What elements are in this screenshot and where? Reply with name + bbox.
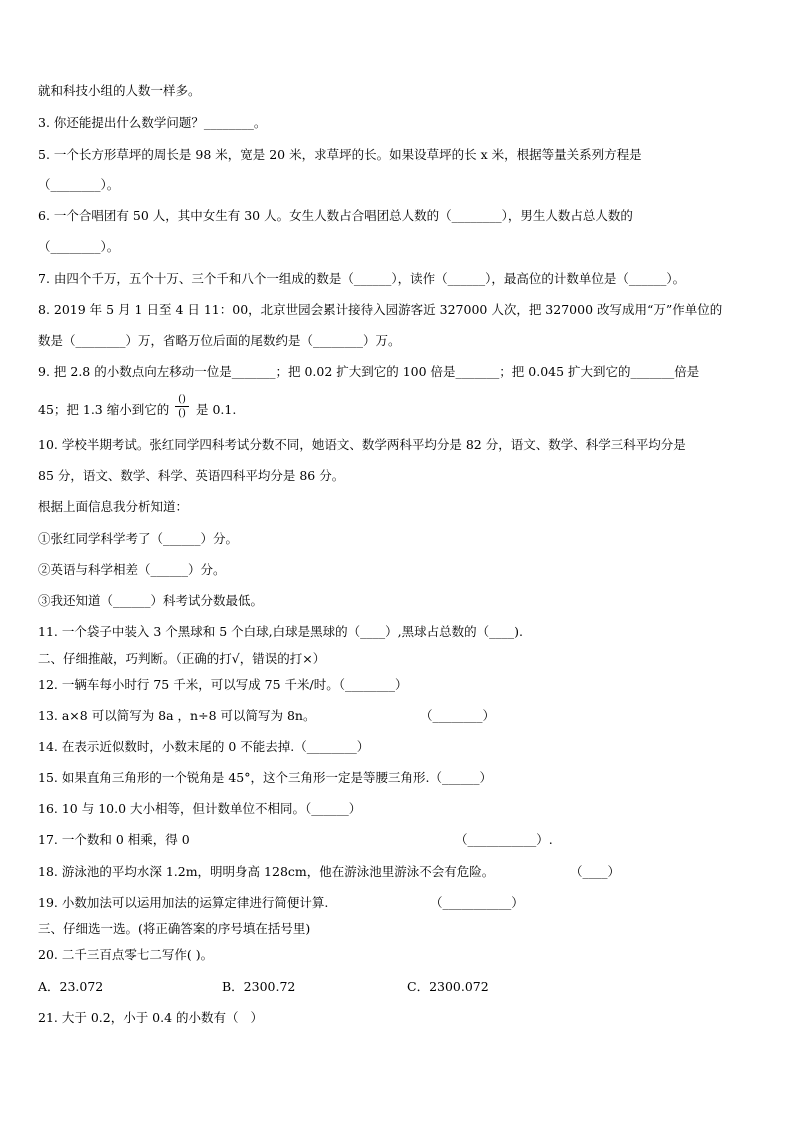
question-19-blank: （___________） xyxy=(430,895,524,910)
question-10-lead: 根据上面信息我分析知道： xyxy=(38,499,189,514)
question-10-sub-3: ③我还知道（______）科考试分数最低。 xyxy=(38,593,264,608)
option-c: C．2300.072 xyxy=(407,979,489,994)
fraction-denominator: () xyxy=(178,408,186,419)
question-15: 15. 如果直角三角形的一个锐角是 45°，这个三角形一定是等腰三角形.（______） xyxy=(38,770,492,785)
question-17: 17. 一个数和 0 相乘，得 0 xyxy=(38,832,190,847)
fraction xyxy=(175,394,189,419)
question-11: 11. 一个袋子中装入 3 个黑球和 5 个白球,白球是黑球的（____）,黑球占总数的（____). xyxy=(38,624,523,639)
question-10-sub-2: ②英语与科学相差（______）分。 xyxy=(38,562,226,577)
question-5-answer: （________）。 xyxy=(38,177,120,192)
question-10: 10. 学校半期考试。张红同学四科考试分数不同，她语文、数学两科平均分是 82 分，语文、数学、科学三科平均分是 xyxy=(38,437,686,452)
question-10-cont: 85 分，语文、数学、科学、英语四科平均分是 86 分。 xyxy=(38,468,345,483)
question-6: 6. 一个合唱团有 50 人，其中女生有 30 人。女生人数占合唱团总人数的（________），男生人数占总人数的 xyxy=(38,208,633,223)
question-10-sub-1: ①张红同学科学考了（______）分。 xyxy=(38,531,239,546)
question-19: 19. 小数加法可以运用加法的运算定律进行简便计算. xyxy=(38,895,329,910)
question-21: 21. 大于 0.2，小于 0.4 的小数有（ ） xyxy=(38,1010,263,1025)
fraction-numerator: () xyxy=(178,394,186,405)
question-9-cont-b: 是 0.1. xyxy=(196,402,237,417)
fraction-bar xyxy=(175,406,189,407)
question-12: 12. 一辆车每小时行 75 千米，可以写成 75 千米/时。（________） xyxy=(38,677,408,692)
question-17-blank: （___________）. xyxy=(455,832,553,847)
question-18-blank: （____） xyxy=(570,864,621,879)
question-16: 16. 10 与 10.0 大小相等，但计数单位不相同。（______） xyxy=(38,801,362,816)
option-b: B．2300.72 xyxy=(222,979,296,994)
text-line: 就和科技小组的人数一样多。 xyxy=(38,83,201,98)
section-2-heading: 二、仔细推敲，巧判断。（正确的打√，错误的打×） xyxy=(38,651,326,666)
question-9: 9. 把 2.8 的小数点向左移动一位是_______；把 0.02 扩大到它的 100 倍是_______；把 0.045 扩大到它的_______倍是 xyxy=(38,364,700,379)
question-18: 18. 游泳池的平均水深 1.2m，明明身高 128cm，他在游泳池里游泳不会有危险。 xyxy=(38,864,495,879)
question-6-answer: （________）。 xyxy=(38,239,120,254)
question-7: 7. 由四个千万，五个十万、三个千和八个一组成的数是（______），读作（______），最高位的计数单位是（______）。 xyxy=(38,271,686,286)
option-a: A．23.072 xyxy=(38,979,104,994)
question-13-blank: （________） xyxy=(420,708,496,723)
question-20: 20. 二千三百点零七二写作( )。 xyxy=(38,947,214,962)
question-9-cont-a: 45；把 1.3 缩小到它的 xyxy=(38,402,170,417)
question-8-cont: 数是（________）万，省略万位后面的尾数约是（________）万。 xyxy=(38,333,401,348)
question-8: 8. 2019 年 5 月 1 日至 4 日 11：00，北京世园会累计接待入园游客近 327000 人次，把 327000 改写成用“万”作单位的 xyxy=(38,302,723,317)
question-5: 5. 一个长方形草坪的周长是 98 米，宽是 20 米，求草坪的长。如果设草坪的长 x 米，根据等量关系列方程是 xyxy=(38,147,642,162)
question-14: 14. 在表示近似数时，小数末尾的 0 不能去掉.（________） xyxy=(38,739,370,754)
question-13: 13. a×8 可以简写为 8a ，n÷8 可以简写为 8n。 xyxy=(38,708,316,723)
question-3: 3. 你还能提出什么数学问题？________。 xyxy=(38,115,267,130)
section-3-heading: 三、仔细选一选。(将正确答案的序号填在括号里) xyxy=(38,921,311,936)
